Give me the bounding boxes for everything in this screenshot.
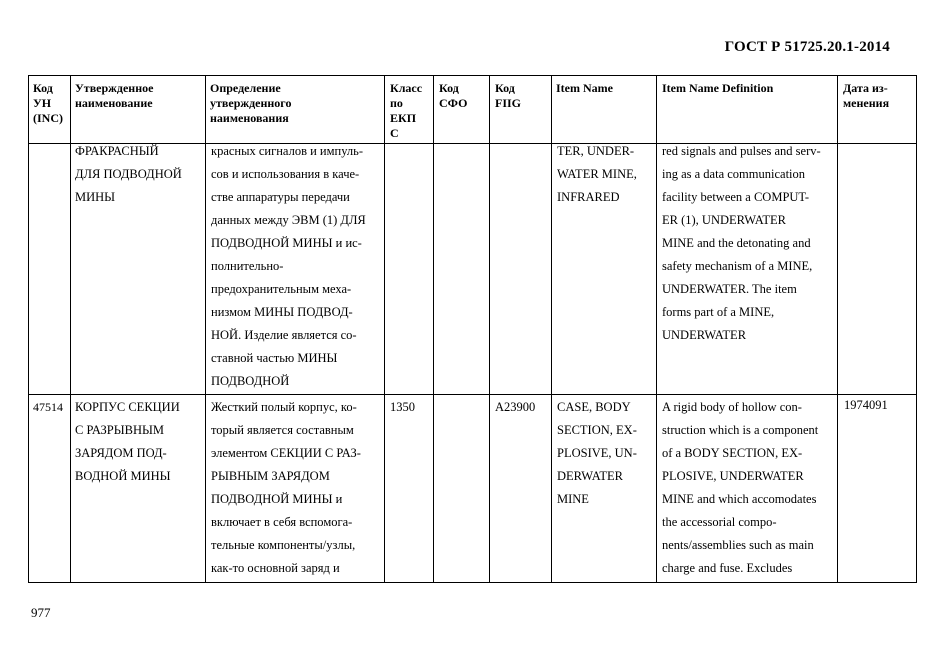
column-header-change-date: Дата из- менения: [843, 81, 890, 110]
column-header-inc: Код УН (INC): [33, 81, 63, 125]
classification-table: [28, 75, 917, 583]
column-divider: [551, 76, 552, 582]
column-divider: [656, 76, 657, 582]
approved-name-cell: ФРАКРАСНЫЙ ДЛЯ ПОДВОДНОЙ МИНЫ: [75, 144, 182, 204]
definition-cell: Жесткий полый корпус, ко- торый является составным элементом СЕКЦИИ С РАЗ- РЫВНЫМ ЗАРЯДОМ ПОДВОДНОЙ МИНЫ и включает в себя вспомога- тельные компоненты/узлы, как-то основной заряд и: [211, 400, 361, 575]
item-name-cell: TER, UNDER- WATER MINE, INFRARED: [557, 144, 637, 204]
fiig-code-cell: A23900: [495, 400, 536, 414]
item-name-definition-cell: red signals and pulses and serv- ing as a data communication facility between a COMPUT- ER (1), UNDERWATER MINE and the detonating and safety mechanism of a MINE, UNDERWATER. The item forms part of a MINE, UNDERWATER: [662, 144, 821, 342]
column-header-definition: Определение утвержденного наименования: [210, 81, 292, 125]
approved-name-cell: КОРПУС СЕКЦИИ С РАЗРЫВНЫМ ЗАРЯДОМ ПОД- ВОДНОЙ МИНЫ: [75, 400, 180, 483]
page-number: 977: [31, 605, 51, 620]
definition-cell: красных сигналов и импуль- сов и использования в каче- стве аппаратуры передачи данных между ЭВМ (1) ДЛЯ ПОДВОДНОЙ МИНЫ и ис- полнительно- предохранительным меха- низмом МИНЫ ПОДВОД- НОЙ. Изделие является со- ставной частью МИНЫ ПОДВОДНОЙ: [211, 144, 366, 388]
column-header-item-name-definition: Item Name Definition: [662, 81, 774, 95]
item-name-definition-cell: A rigid body of hollow con- struction which is a component of a BODY SECTION, EX- PLOSIVE, UNDERWATER MINE and which accomodates the accessorial compo- nents/assemblies such as main charge and fuse. Excludes: [662, 400, 819, 575]
column-divider: [384, 76, 385, 582]
column-divider: [205, 76, 206, 582]
column-header-class: Класс по ЕКП С: [390, 81, 423, 140]
column-header-fiig: Код FIIG: [495, 81, 522, 110]
column-header-sfo: Код СФО: [439, 81, 468, 110]
column-header-item-name: Item Name: [556, 81, 613, 95]
item-name-cell: CASE, BODY SECTION, EX- PLOSIVE, UN- DERWATER MINE: [557, 400, 637, 506]
column-divider: [70, 76, 71, 582]
document-standard-header: ГОСТ Р 51725.20.1-2014: [724, 39, 890, 55]
column-divider: [489, 76, 490, 582]
column-divider: [837, 76, 838, 582]
inc-code-cell: 47514: [33, 400, 63, 414]
column-divider: [433, 76, 434, 582]
row-divider: [29, 394, 916, 395]
change-date-cell: 1974091: [844, 398, 888, 412]
class-cell: 1350: [390, 400, 415, 414]
column-header-approved-name: Утвержденное наименование: [75, 81, 154, 110]
